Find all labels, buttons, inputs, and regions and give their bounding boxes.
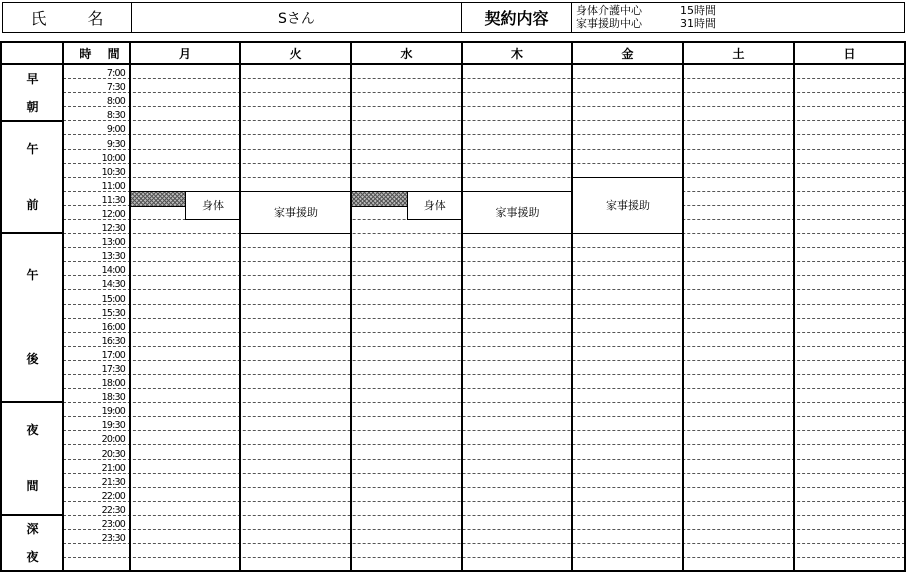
grid-top-line [1, 41, 905, 43]
period-char: 午 [26, 141, 39, 156]
grid-column-line [129, 41, 131, 572]
half-hour-line [63, 332, 905, 333]
period-char: 深 [26, 521, 39, 536]
period-char: 夜 [26, 422, 39, 437]
time-label: 19:30 [101, 420, 125, 432]
day-header: 木 [510, 46, 523, 61]
day-header: 金 [621, 46, 634, 61]
time-label: 17:30 [101, 363, 125, 375]
time-label: 16:30 [101, 335, 125, 347]
half-hour-line [63, 275, 905, 276]
hatched-service-block [130, 191, 186, 207]
time-label: 21:30 [101, 476, 125, 488]
period-divider [1, 120, 63, 122]
time-label: 15:00 [101, 293, 125, 305]
half-hour-line [63, 120, 905, 121]
half-hour-line [63, 247, 905, 248]
day-header: 火 [289, 46, 302, 61]
service-block: 身体 [185, 191, 241, 220]
service-block: 家事援助 [240, 191, 352, 234]
half-hour-line [63, 473, 905, 474]
hatched-service-block [351, 191, 408, 207]
half-hour-line [63, 289, 905, 290]
period-char: 後 [26, 352, 39, 367]
half-hour-line [63, 515, 905, 516]
half-hour-line [63, 92, 905, 93]
grid-column-line [793, 41, 795, 572]
time-label: 23:30 [101, 533, 125, 545]
time-label: 7:00 [106, 68, 125, 80]
period-divider [1, 514, 63, 516]
service-block: 家事援助 [572, 177, 684, 234]
client-name-text: Sさん [278, 10, 315, 27]
contract-row [576, 17, 716, 30]
half-hour-line [63, 304, 905, 305]
service-block: 家事援助 [462, 191, 573, 234]
half-hour-line [63, 106, 905, 107]
period-label [1, 514, 64, 571]
day-header: 日 [843, 46, 856, 61]
half-hour-line [63, 149, 905, 150]
period-char: 前 [26, 197, 39, 212]
half-hour-line [63, 134, 905, 135]
name-label-text: 氏 名 [30, 9, 122, 28]
day-header: 水 [400, 46, 413, 61]
day-header: 月 [178, 46, 191, 61]
time-label: 22:00 [101, 490, 125, 502]
half-hour-line [63, 430, 905, 431]
period-char: 午 [26, 267, 39, 282]
period-label [1, 64, 64, 120]
time-label: 9:00 [106, 124, 125, 136]
contract-hours: 31時間 [680, 17, 716, 30]
half-hour-line [63, 557, 905, 558]
time-column-header: 時 間 [79, 46, 126, 61]
time-label: 22:30 [101, 504, 125, 516]
contract-label [461, 2, 572, 33]
grid-column-line [571, 41, 573, 572]
half-hour-line [63, 360, 905, 361]
time-label: 18:30 [101, 392, 125, 404]
period-char: 夜 [26, 550, 39, 565]
half-hour-line [63, 163, 905, 164]
contract-detail [571, 2, 905, 33]
half-hour-line [63, 177, 905, 178]
half-hour-line [63, 416, 905, 417]
name-label [2, 2, 132, 33]
time-label: 10:00 [101, 152, 125, 164]
half-hour-line [63, 388, 905, 389]
time-label: 20:00 [101, 434, 125, 446]
service-block: 身体 [407, 191, 464, 220]
half-hour-line [63, 318, 905, 319]
half-hour-line [63, 261, 905, 262]
time-label: 8:00 [106, 96, 125, 108]
time-label: 12:00 [101, 208, 125, 220]
half-hour-line [63, 543, 905, 544]
time-label: 20:30 [101, 448, 125, 460]
time-label: 11:30 [101, 194, 125, 206]
period-label [1, 232, 64, 401]
period-char: 朝 [26, 99, 39, 114]
period-label [1, 401, 64, 514]
contract-type: 身体介護中心 [576, 4, 642, 17]
period-divider [1, 232, 63, 234]
contract-row [576, 4, 716, 17]
time-label: 21:00 [101, 462, 125, 474]
time-label: 13:00 [101, 237, 125, 249]
half-hour-line [63, 487, 905, 488]
time-label: 16:00 [101, 321, 125, 333]
half-hour-line [63, 78, 905, 79]
time-label: 14:00 [101, 265, 125, 277]
grid-bottom-line [1, 570, 905, 572]
period-label [1, 120, 64, 232]
half-hour-line [63, 529, 905, 530]
time-label: 13:30 [101, 251, 125, 263]
time-label: 12:30 [101, 223, 125, 235]
half-hour-line [63, 444, 905, 445]
contract-hours: 15時間 [680, 4, 716, 17]
grid-column-line [239, 41, 241, 572]
grid-header-line [1, 63, 905, 65]
grid-column-line [682, 41, 684, 572]
contract-type: 家事援助中心 [576, 17, 642, 30]
half-hour-line [63, 346, 905, 347]
time-label: 15:30 [101, 307, 125, 319]
time-label: 9:30 [106, 138, 125, 150]
time-label: 19:00 [101, 406, 125, 418]
time-label: 18:00 [101, 378, 125, 390]
period-char: 間 [26, 479, 39, 494]
time-label: 17:00 [101, 349, 125, 361]
client-name [131, 2, 462, 33]
day-header: 土 [732, 46, 745, 61]
half-hour-line [63, 402, 905, 403]
half-hour-line [63, 459, 905, 460]
contract-label-text: 契約内容 [484, 9, 549, 28]
grid-column-line [350, 41, 352, 572]
time-label: 11:00 [101, 180, 125, 192]
time-label: 14:30 [101, 279, 125, 291]
time-label: 7:30 [106, 82, 125, 94]
time-label: 10:30 [101, 166, 125, 178]
time-label: 8:30 [106, 110, 125, 122]
time-label: 23:00 [101, 518, 125, 530]
half-hour-line [63, 501, 905, 502]
grid-column-line [461, 41, 463, 572]
period-char: 早 [26, 71, 39, 86]
period-divider [1, 401, 63, 403]
half-hour-line [63, 374, 905, 375]
